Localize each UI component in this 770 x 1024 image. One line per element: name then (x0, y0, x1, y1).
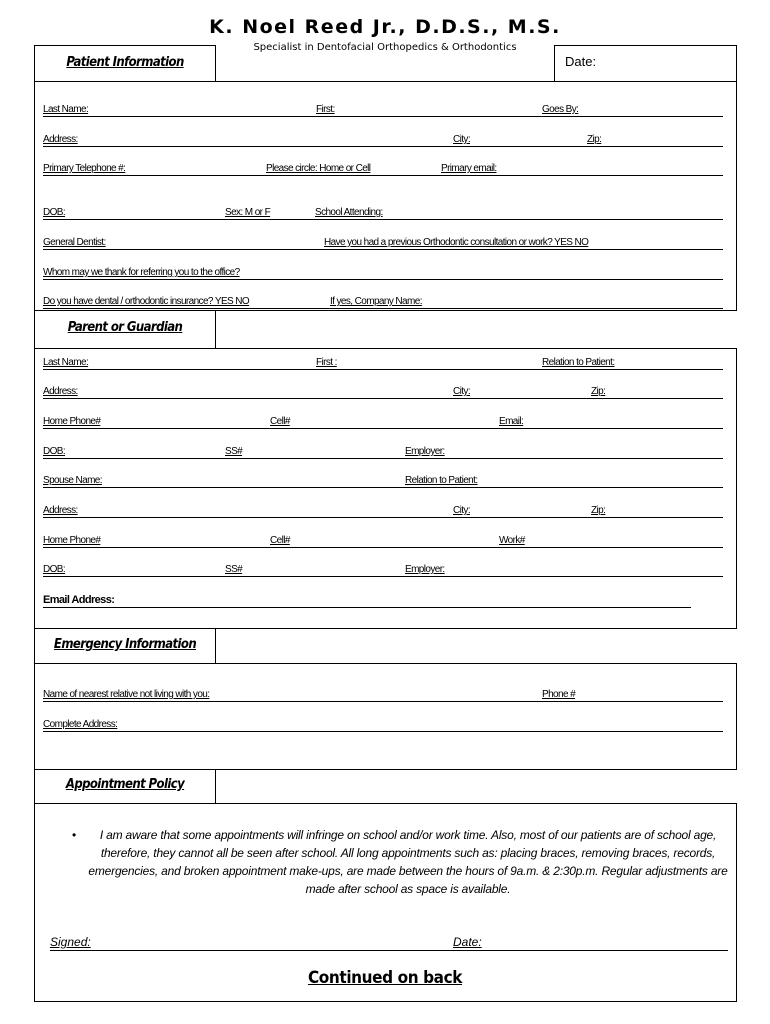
continued-on-back: Continued on back (307, 968, 463, 988)
parent-name-row[interactable] (43, 354, 723, 370)
spouse-ss-label: SS# (225, 564, 243, 575)
patient-info-heading: Patient Information (66, 55, 184, 70)
goes-by-label: Goes By: (542, 104, 579, 115)
patient-name-row[interactable] (43, 101, 723, 117)
emergency-address-row[interactable] (43, 716, 723, 732)
spouse-name-row[interactable] (43, 472, 723, 488)
dob-label: DOB: (43, 207, 66, 218)
parent-address-row[interactable] (43, 383, 723, 399)
patient-info-header-box (34, 45, 216, 82)
first-name-label: First: (316, 104, 335, 115)
spouse-work-label: Work# (499, 535, 525, 546)
phone-label: Primary Telephone #: (43, 163, 126, 174)
practice-subtitle: Specialist in Dentofacial Orthopedics & Orthodontics (253, 42, 517, 53)
phone-type-label: Please circle: Home or Cell (266, 163, 371, 174)
parent-last-name-label: Last Name: (43, 357, 89, 368)
date-label: Date: (565, 54, 597, 69)
spouse-address-label: Address: (43, 505, 78, 516)
parent-dob-label: DOB: (43, 446, 66, 457)
emergency-address-label: Complete Address: (43, 719, 118, 730)
emergency-phone-label: Phone # (542, 689, 576, 700)
policy-heading: Appointment Policy (65, 777, 185, 792)
patient-address-row[interactable] (43, 131, 723, 147)
spouse-dob-label: DOB: (43, 564, 66, 575)
parent-employer-label: Employer: (405, 446, 445, 457)
spouse-cell-label: Cell# (270, 535, 290, 546)
insurance-label: Do you have dental / orthodontic insurance? YES NO (43, 296, 250, 307)
parent-header-box (34, 310, 216, 349)
emergency-heading: Emergency Information (53, 637, 197, 652)
spouse-employer-label: Employer: (405, 564, 445, 575)
parent-heading: Parent or Guardian (67, 320, 183, 335)
parent-cell-label: Cell# (270, 416, 290, 427)
school-label: School Attending: (315, 207, 383, 218)
referral-label: Whom may we thank for referring you to the office? (43, 267, 240, 278)
spouse-phone-row[interactable] (43, 532, 723, 548)
parent-phone-row[interactable] (43, 413, 723, 429)
city-label: City: (453, 134, 471, 145)
parent-ss-label: SS# (225, 446, 243, 457)
spouse-dob-row[interactable] (43, 561, 723, 577)
dentist-label: General Dentist: (43, 237, 106, 248)
practice-title: K. Noel Reed Jr., D.D.S., M.S. (209, 16, 561, 38)
parent-first-name-label: First : (316, 357, 337, 368)
parent-email-label: Email: (499, 416, 524, 427)
patient-referral-row[interactable] (43, 264, 723, 280)
bullet-icon: • (72, 828, 77, 842)
emergency-header-box (34, 628, 216, 664)
prev-consult-label: Have you had a previous Orthodontic consultation or work? YES NO (324, 237, 589, 248)
date-box[interactable] (554, 45, 737, 82)
relative-label: Name of nearest relative not living with you: (43, 689, 210, 700)
email-label: Primary email: (441, 163, 497, 174)
spouse-city-label: City: (453, 505, 471, 516)
spouse-relation-label: Relation to Patient: (405, 475, 478, 486)
patient-dentist-row[interactable] (43, 234, 723, 250)
patient-phone-row[interactable] (43, 160, 723, 176)
parent-dob-row[interactable] (43, 443, 723, 459)
parent-address-label: Address: (43, 386, 78, 397)
patient-insurance-row[interactable] (43, 293, 723, 309)
address-label: Address: (43, 134, 78, 145)
parent-home-phone-label: Home Phone# (43, 416, 101, 427)
sex-label: Sex: M or F (225, 207, 271, 218)
email-address-label: Email Address: (43, 594, 115, 606)
last-name-label: Last Name: (43, 104, 89, 115)
signature-field[interactable] (50, 935, 728, 951)
policy-text: I am aware that some appointments will infringe on school and/or work time. Also, most of our patients are of school age, therefore, they cannot all be seen after school. All long appointments such as: placing braces, removing braces, records, emergencies, and broken appointment make-ups, are made between the hours of 9a.m. & 2:30p.m. Regular adjustments are made after school as space is available. (88, 828, 728, 896)
company-label: If yes, Company Name: (330, 296, 422, 307)
patient-dob-row[interactable] (43, 204, 723, 220)
policy-header-box (34, 769, 216, 804)
parent-city-label: City: (453, 386, 471, 397)
signed-label: Signed: (50, 935, 91, 949)
emergency-relative-row[interactable] (43, 686, 723, 702)
parent-relation-label: Relation to Patient: (542, 357, 615, 368)
spouse-address-row[interactable] (43, 502, 723, 518)
spouse-home-phone-label: Home Phone# (43, 535, 101, 546)
parent-email-address-row[interactable] (43, 592, 691, 608)
spouse-zip-label: Zip: (591, 505, 606, 516)
parent-zip-label: Zip: (591, 386, 606, 397)
zip-label: Zip: (587, 134, 602, 145)
spouse-name-label: Spouse Name: (43, 475, 102, 486)
signature-date-label: Date: (453, 935, 482, 949)
